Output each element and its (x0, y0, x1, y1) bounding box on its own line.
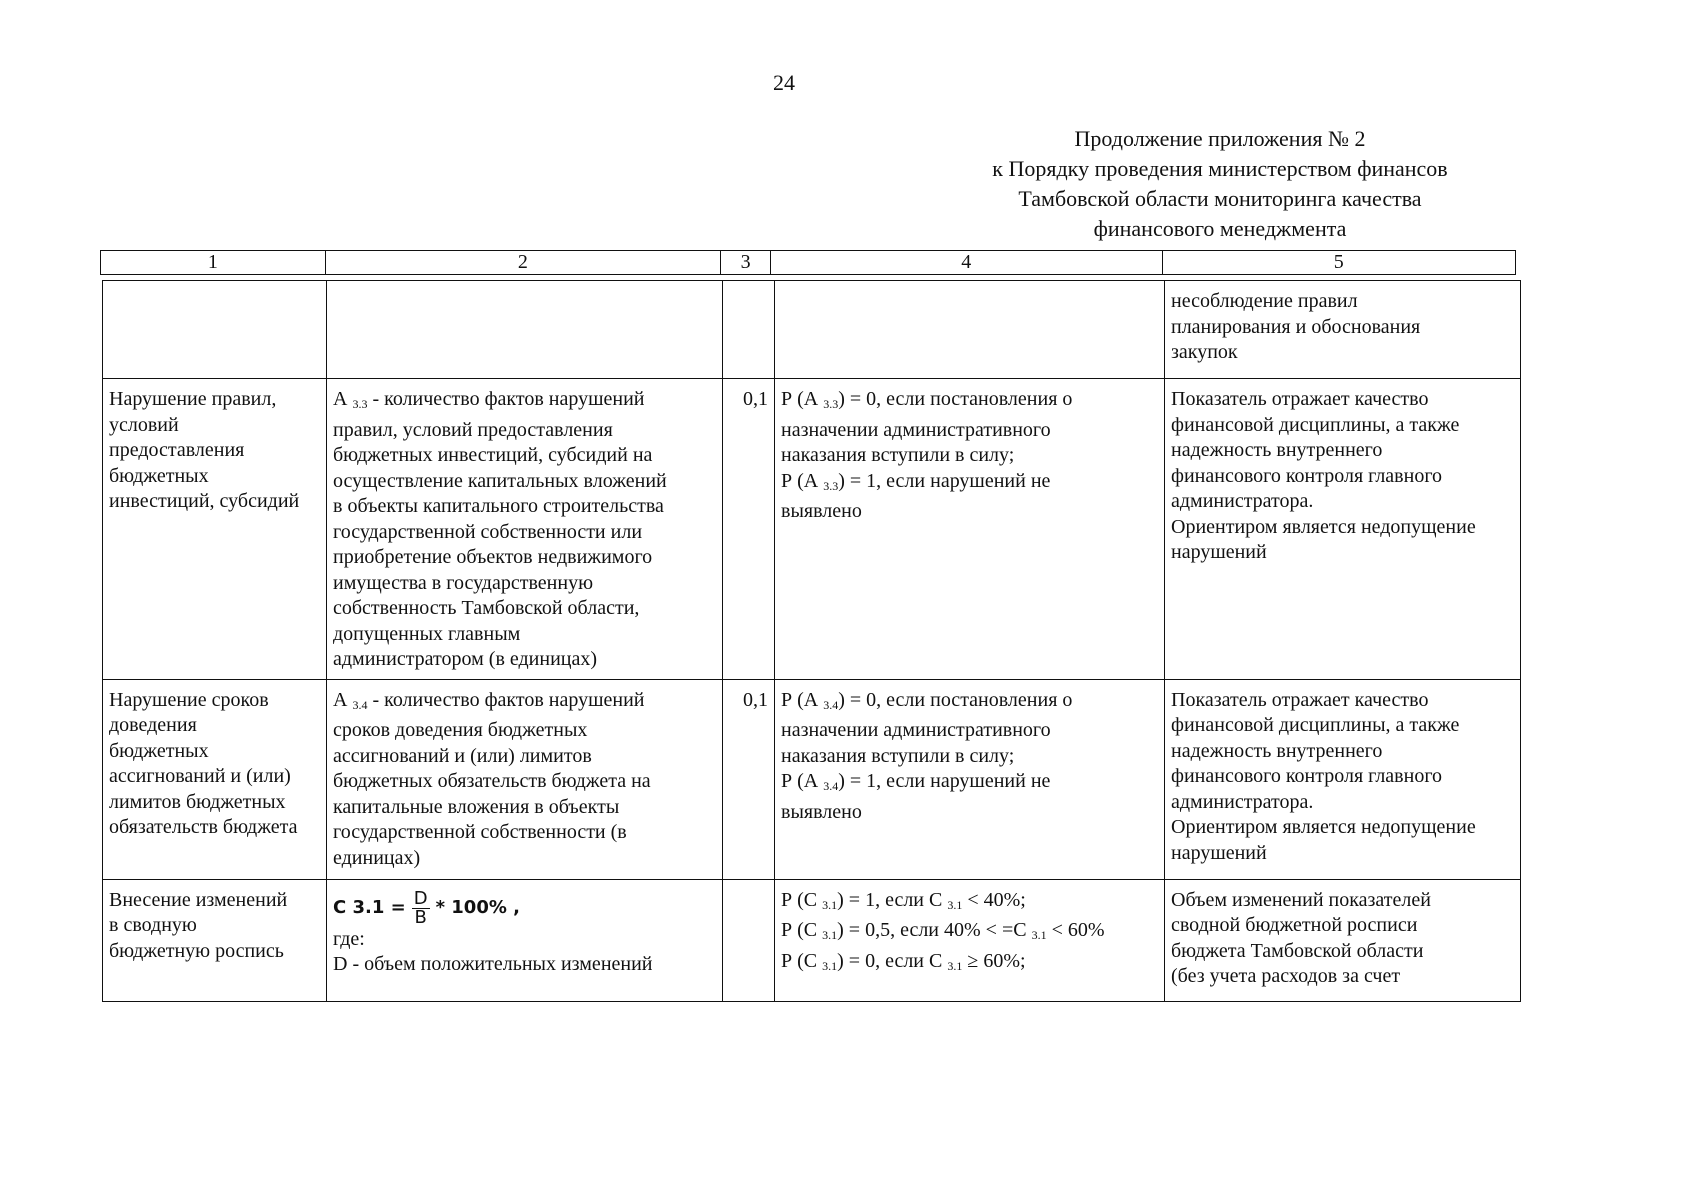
scoring-line: Р (А $_{3.4}$) = 1, если нарушений не (781, 770, 1051, 793)
column-number: 5 (1162, 251, 1516, 274)
indicator-name-line: предоставления (109, 439, 245, 461)
formula-lhs: С 3.1 = (333, 897, 406, 919)
scoring-line: Р (А $_{3.3}$) = 1, если нарушений не (781, 469, 1051, 493)
calculation-line: приобретение объектов недвижимого (333, 546, 653, 568)
subscript: 3.1 (822, 897, 838, 912)
subscript: 3.1 (822, 928, 838, 942)
scoring-line: наказания вступили в силу; (781, 744, 1015, 767)
formula-numerator: D (413, 887, 428, 909)
subscript: 3.3 (823, 478, 839, 493)
indicator-name-cell (103, 281, 327, 379)
subscript: 3.1 (1031, 928, 1047, 942)
calculation-cell (327, 281, 723, 379)
subscript: 3.3 (352, 397, 368, 411)
scoring-line: Р (С $_{3.1}$) = 0,5, если 40% < =С $_{3.1}$ < 60% (781, 919, 1105, 942)
weight-cell (723, 879, 775, 1001)
column-number: 3 (720, 251, 770, 274)
comment-line: администратора. (1171, 490, 1314, 512)
indicators-table (102, 280, 1521, 1002)
comment-cell (1165, 379, 1521, 680)
formula-fraction (412, 887, 430, 928)
comment-line: надежность внутреннего (1171, 739, 1383, 762)
appendix-header-line: Продолжение приложения № 2 (1074, 126, 1366, 151)
calculation-cell (327, 879, 723, 1001)
formula-rhs: * 100% , (435, 897, 520, 919)
calculation-line: собственность Тамбовской области, (333, 597, 640, 619)
calculation-line: имущества в государственную (333, 571, 594, 594)
scoring-cell (775, 679, 1165, 879)
comment-line: надежность внутреннего (1171, 439, 1383, 461)
indicator-name-line: инвестиций, субсидий (109, 490, 300, 512)
formula-denominator: В (414, 906, 427, 928)
scoring-line: выявлено (781, 500, 862, 522)
comment-line: администратора. (1171, 790, 1314, 813)
indicator-name-line: бюджетных (109, 739, 209, 762)
calculation-line: капитальные вложения в объекты (333, 795, 620, 818)
calculation-line: ассигнований и (или) лимитов (333, 744, 592, 767)
column-number: 2 (325, 251, 720, 274)
calculation-cell (327, 679, 723, 879)
calculation-line: бюджетных инвестиций, субсидий на (333, 444, 653, 466)
comment-line: планирования и обоснования (1171, 315, 1421, 338)
subscript: 3.4 (823, 779, 839, 793)
table-row (103, 879, 1521, 1001)
calculation-line: правил, условий предоставления (333, 418, 613, 441)
column-number: 1 (207, 251, 218, 273)
subscript: 3.4 (823, 697, 839, 712)
formula (333, 887, 520, 928)
comment-line: Показатель отражает качество (1171, 388, 1429, 410)
table-row (103, 379, 1521, 680)
calculation-line: где: (333, 927, 365, 950)
indicator-name-cell (103, 679, 327, 879)
indicator-name-line: Нарушение правил, (109, 388, 277, 410)
weight-cell (723, 281, 775, 379)
scoring-line: Р (С $_{3.1}$) = 0, если С $_{3.1}$ ≥ 60%; (781, 949, 1026, 973)
calculation-line: сроков доведения бюджетных (333, 719, 588, 741)
table-row (103, 679, 1521, 879)
indicator-name-line: лимитов бюджетных (109, 790, 286, 813)
indicator-name-line: Нарушение сроков (109, 688, 269, 711)
indicator-name-line: бюджетных (109, 464, 209, 487)
indicator-name-line: ассигнований и (или) (109, 765, 291, 787)
calculation-line: бюджетных обязательств бюджета на (333, 770, 651, 792)
indicator-name-line: Внесение изменений (109, 888, 288, 911)
scoring-line: назначении административного (781, 418, 1051, 441)
appendix-header-line: финансового менеджмента (1093, 216, 1347, 241)
comment-cell (1165, 879, 1521, 1001)
appendix-header-line: к Порядку проведения министерством финансов (992, 156, 1448, 181)
column-number: 4 (770, 251, 1161, 274)
comment-line: бюджета Тамбовской области (1171, 939, 1424, 962)
indicator-name-line: в сводную (109, 914, 197, 936)
comment-cell (1165, 281, 1521, 379)
calculation-line: осуществление капитальных вложений (333, 469, 667, 492)
subscript: 3.1 (947, 958, 963, 973)
calculation-line: D - объем положительных изменений (333, 953, 653, 975)
indicator-name-line: бюджетную роспись (109, 939, 284, 962)
comment-line: Объем изменений показателей (1171, 888, 1431, 911)
indicator-name-line: доведения (109, 714, 197, 736)
subscript: 3.1 (947, 897, 963, 912)
calculation-line: администратором (в единицах) (333, 648, 598, 670)
calculation-line: государственной собственности (в (333, 821, 627, 843)
scoring-line: Р (А $_{3.3}$) = 0, если постановления о (781, 388, 1073, 411)
comment-line: несоблюдение правил (1171, 290, 1358, 312)
scoring-cell (775, 281, 1165, 379)
scoring-cell (775, 879, 1165, 1001)
comment-line: нарушений (1171, 841, 1267, 864)
column-number-row (100, 250, 1516, 275)
subscript: 3.1 (822, 958, 838, 973)
comment-line: Ориентиром является недопущение (1171, 515, 1476, 538)
appendix-header-line: Тамбовской области мониторинга качества (1018, 186, 1422, 211)
indicator-name-line: обязательств бюджета (109, 816, 298, 838)
comment-line: финансового контроля главного (1171, 765, 1443, 787)
indicator-name-line: условий (109, 413, 179, 436)
calculation-line: допущенных главным (333, 622, 521, 645)
scoring-line: выявлено (781, 800, 862, 823)
comment-line: закупок (1171, 341, 1238, 363)
scoring-line: назначении административного (781, 719, 1051, 741)
calculation-line: единицах) (333, 846, 421, 869)
calculation-cell (327, 379, 723, 680)
comment-cell (1165, 679, 1521, 879)
comment-line: (без учета расходов за счет (1171, 965, 1401, 987)
indicator-name-cell (103, 879, 327, 1001)
calculation-line: государственной собственности или (333, 520, 643, 543)
scoring-cell (775, 379, 1165, 680)
comment-line: Показатель отражает качество (1171, 688, 1429, 711)
subscript: 3.3 (823, 397, 839, 411)
comment-line: финансовой дисциплины, а также (1171, 413, 1460, 436)
subscript: 3.4 (352, 697, 368, 712)
table-row (103, 281, 1521, 379)
scoring-line: Р (А $_{3.4}$) = 0, если постановления о (781, 688, 1073, 712)
appendix-header (920, 124, 1520, 244)
comment-line: Ориентиром является недопущение (1171, 816, 1476, 838)
calculation-line: в объекты капитального строительства (333, 495, 664, 517)
comment-line: сводной бюджетной росписи (1171, 914, 1418, 936)
comment-line: финансовой дисциплины, а также (1171, 714, 1460, 736)
comment-line: финансового контроля главного (1171, 464, 1443, 487)
comment-line: нарушений (1171, 541, 1267, 563)
scoring-line: наказания вступили в силу; (781, 444, 1015, 466)
weight-cell: 0,1 (723, 379, 775, 680)
weight-cell: 0,1 (723, 679, 775, 879)
calculation-line: А $_{3.3}$ - количество фактов нарушений (333, 388, 645, 411)
calculation-line: А $_{3.4}$ - количество фактов нарушений (333, 688, 645, 712)
page-number: 24 (773, 70, 795, 95)
indicator-name-cell (103, 379, 327, 680)
scoring-line: Р (С $_{3.1}$) = 1, если С $_{3.1}$ < 40%; (781, 888, 1026, 912)
